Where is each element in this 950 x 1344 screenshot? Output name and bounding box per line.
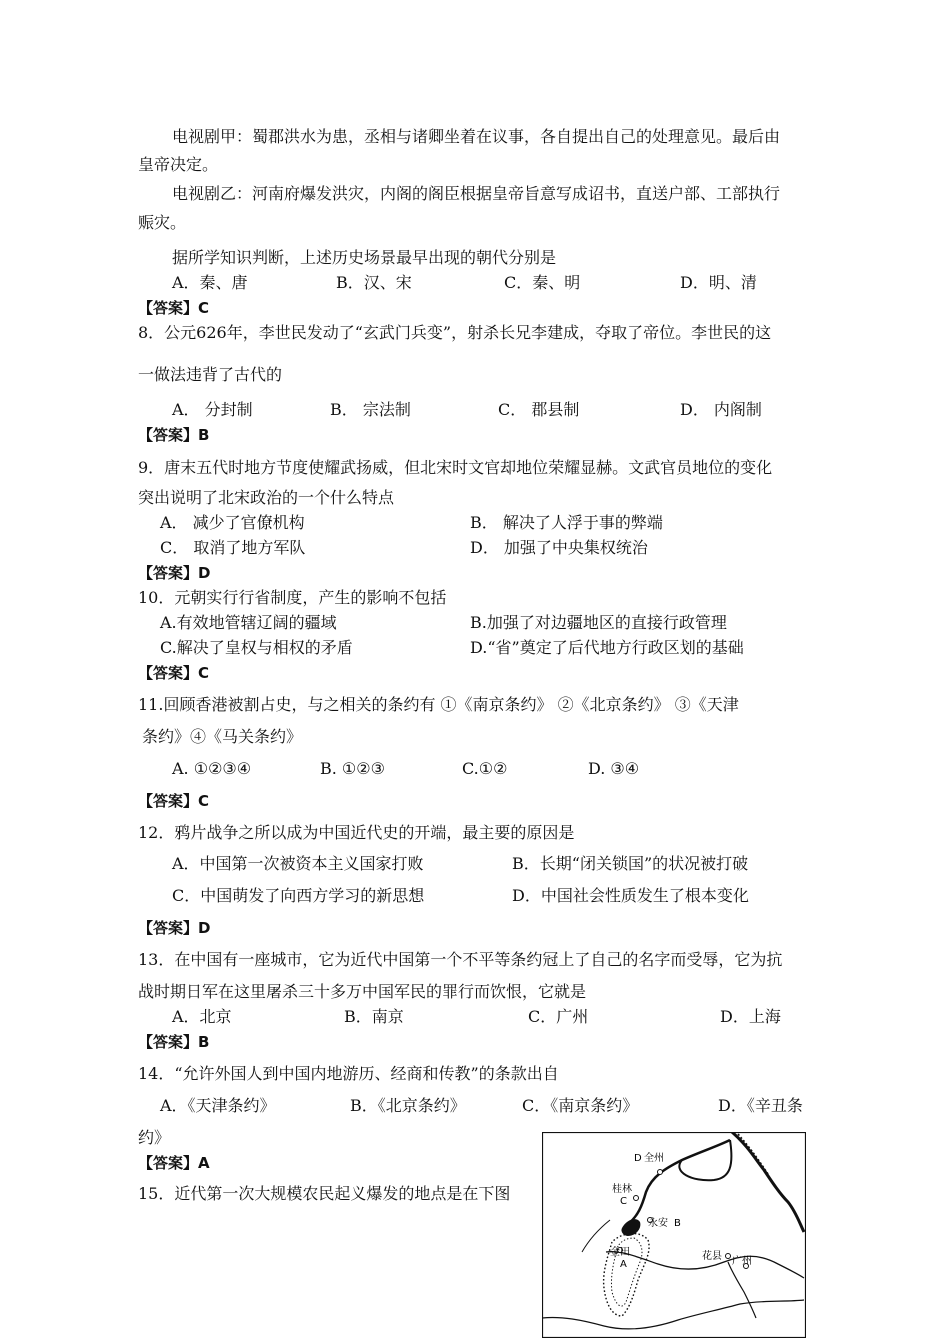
q7-line4: 赈灾。 [138,213,187,232]
label-huaxian: 花县 [702,1251,722,1262]
q14-line2: 约》 [138,1128,171,1147]
q13-option-a: A．北京 [172,1007,232,1026]
q14-answer: 【答案】A [138,1154,210,1172]
label-guangzhou: 广州 [732,1256,752,1267]
taiping-uprising-map [542,1132,806,1338]
q10-line1: 10．元朝实行行省制度，产生的影响不包括 [138,588,447,607]
q13-line1: 13．在中国有一座城市，它为近代中国第一个不平等条约冠上了自己的名字而受辱，它为抗 [138,950,783,969]
q7-line5: 据所学知识判断，上述历史场景最早出现的朝代分别是 [172,248,557,267]
q9-option-d: D． 加强了中央集权统治 [470,538,648,557]
q7-answer: 【答案】C [138,299,210,317]
q7-line3: 电视剧乙：河南府爆发洪灾，内阁的阁臣根据皇帝旨意写成诏书，直送户部、工部执行 [172,184,781,203]
q13-answer: 【答案】B [138,1033,210,1051]
q7-option-c: C．秦、明 [504,273,581,292]
q11-answer: 【答案】C [138,792,210,810]
label-yongan: 永安 [648,1218,668,1229]
q15-line1: 15．近代第一次大规模农民起义爆发的地点是在下图 [138,1184,511,1203]
label-d: D [634,1153,642,1164]
q14-option-b: B．《北京条约》 [350,1096,466,1115]
q14-option-a: A．《天津条约》 [160,1096,276,1115]
q12-option-d: D．中国社会性质发生了根本变化 [512,886,749,905]
q12-option-a: A．中国第一次被资本主义国家打败 [172,854,424,873]
q9-line1: 9．唐末五代时地方节度使耀武扬威，但北宋时文官却地位荣耀显赫。文武官员地位的变化 [138,458,773,477]
q7-option-d: D．明、清 [680,273,757,292]
q11-line1: 11.回顾香港被割占史，与之相关的条约有 ①《南京条约》 ②《北京条约》 ③《天津 [138,695,739,714]
q8-line2: 一做法违背了古代的 [138,365,283,384]
q12-option-c: C．中国萌发了向西方学习的新思想 [172,886,425,905]
q8-line1: 8．公元626年，李世民发动了“玄武门兵变”，射杀长兄李建成，夺取了帝位。李世民的这 [138,323,772,342]
q12-line1: 12．鸦片战争之所以成为中国近代史的开端，最主要的原因是 [138,823,575,842]
guilin-marker [634,1196,639,1201]
q8-option-d: D． 内阁制 [680,400,762,419]
q8-option-c: C． 郡县制 [498,400,580,419]
q14-option-c: C．《南京条约》 [522,1096,639,1115]
q14-option-d: D．《辛丑条 [718,1096,803,1115]
q13-option-c: C．广州 [528,1007,589,1026]
q8-option-a: A． 分封制 [172,400,253,419]
q9-option-a: A． 减少了官僚机构 [160,513,305,532]
q7-line1: 电视剧甲：蜀郡洪水为患，丞相与诸卿坐着在议事，各自提出自己的处理意见。最后由 [172,127,781,146]
label-quanzhou: 全州 [644,1153,664,1164]
q9-option-b: B． 解决了人浮于事的弊端 [470,513,663,532]
label-b: B [674,1218,681,1229]
q13-option-d: D．上海 [720,1007,781,1026]
q10-answer: 【答案】C [138,664,210,682]
q8-option-b: B． 宗法制 [330,400,411,419]
q10-option-c: C.解决了皇权与相权的矛盾 [160,638,353,657]
q10-option-d: D.“省”奠定了后代地方行政区划的基础 [470,638,744,657]
label-a: A [620,1259,627,1270]
q7-line2: 皇帝决定。 [138,155,219,174]
q12-answer: 【答案】D [138,919,211,937]
q11-option-c: C.①② [462,759,508,778]
q8-answer: 【答案】B [138,426,210,444]
q10-option-a: A.有效地管辖辽阔的疆域 [160,613,337,632]
q10-option-b: B.加强了对边疆地区的直接行政管理 [470,613,727,632]
q7-option-a: A．秦、唐 [172,273,248,292]
q9-line2: 突出说明了北宋政治的一个什么特点 [138,488,395,507]
q7-option-b: B．汉、宋 [336,273,412,292]
huaxian-marker [726,1254,731,1259]
q13-line2: 战时期日军在这里屠杀三十多万中国军民的罪行而饮恨，它就是 [138,982,587,1001]
q11-option-a: A. ①②③④ [172,759,252,778]
q11-line2: 条约》④《马关条约》 [142,727,303,746]
q9-answer: 【答案】D [138,564,211,582]
q11-option-b: B. ①②③ [320,759,385,778]
q12-option-b: B．长期“闭关锁国”的状况被打破 [512,854,749,873]
q13-option-b: B．南京 [344,1007,404,1026]
label-jintian: 金田 [610,1247,630,1258]
label-guilin: 桂林 [612,1184,632,1195]
quanzhou-marker [658,1170,663,1175]
q14-line1: 14．“允许外国人到中国内地游历、经商和传教”的条款出自 [138,1064,559,1083]
q9-option-c: C． 取消了地方军队 [160,538,306,557]
q11-option-d: D. ③④ [588,759,640,778]
label-c: C [620,1196,627,1207]
